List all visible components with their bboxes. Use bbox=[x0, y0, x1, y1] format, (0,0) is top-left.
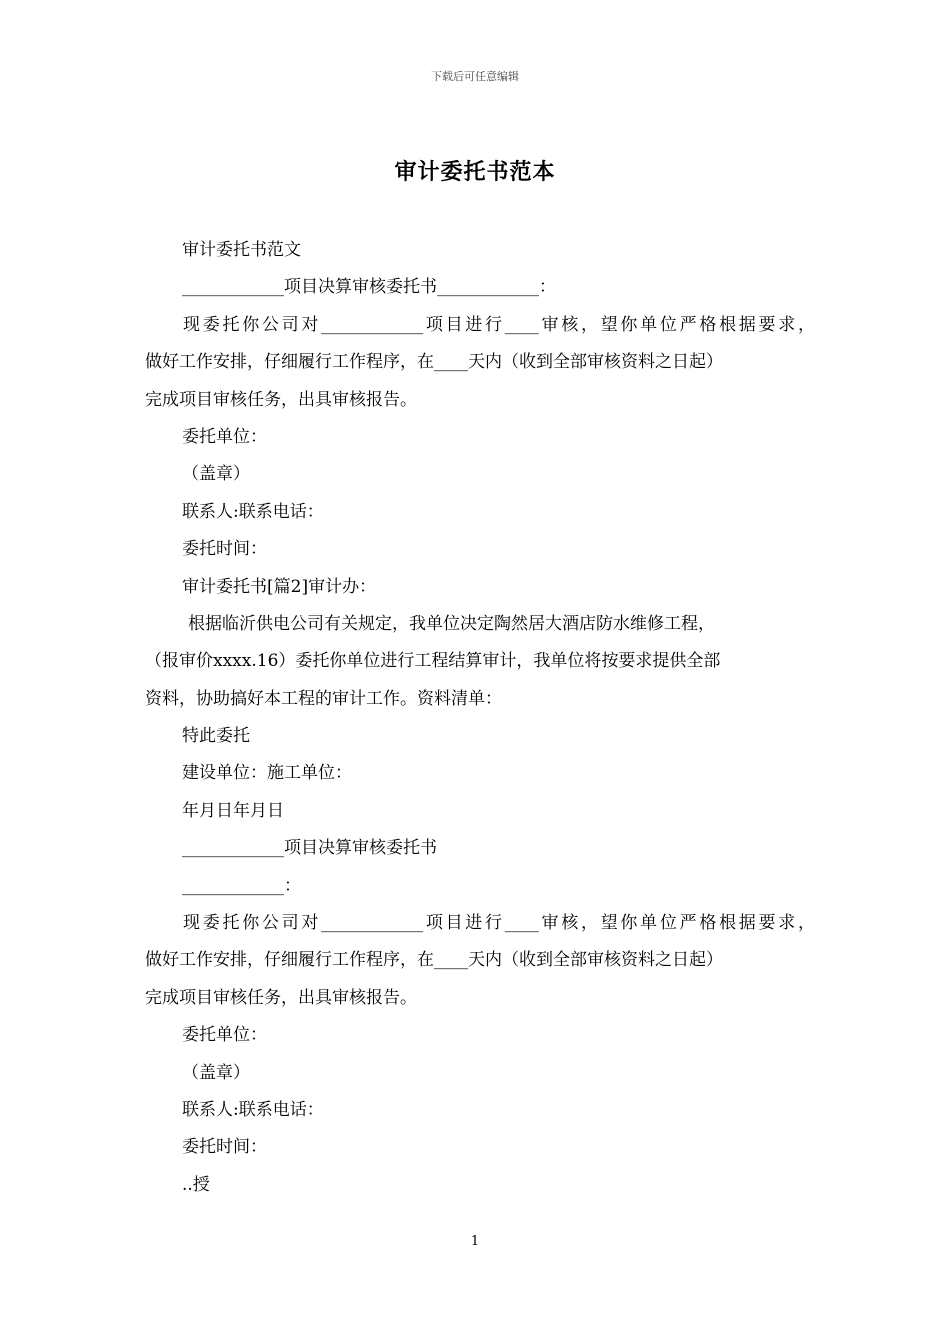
paragraph-line: 完成项目审核任务，出具审核报告。 bbox=[145, 389, 417, 410]
paragraph-line: 完成项目审核任务，出具审核报告。 bbox=[145, 987, 417, 1008]
paragraph-line: 年月日年月日 bbox=[182, 800, 284, 821]
document-body bbox=[145, 232, 815, 1204]
paragraph-line: 资料，协助搞好本工程的审计工作。资料清单： bbox=[145, 688, 502, 709]
paragraph-line: 联系人:联系电话： bbox=[182, 501, 324, 522]
paragraph-line: 特此委托 bbox=[182, 726, 250, 747]
paragraph-line: 建设单位：施工单位： bbox=[182, 763, 352, 784]
paragraph-line: 根据临沂供电公司有关规定，我单位决定陶然居大酒店防水维修工程， bbox=[188, 613, 715, 634]
paragraph-line: ____________项目决算审核委托书____________： bbox=[182, 277, 556, 298]
paragraph-line: 委托时间： bbox=[182, 1137, 267, 1158]
paragraph-line: ____________项目决算审核委托书 bbox=[182, 838, 437, 859]
paragraph-line: 做好工作安排，仔细履行工作程序，在____天内（收到全部审核资料之日起） bbox=[145, 950, 723, 971]
document-title: 审计委托书范本 bbox=[394, 159, 556, 185]
paragraph-line: 做好工作安排，仔细履行工作程序，在____天内（收到全部审核资料之日起） bbox=[145, 352, 723, 373]
paragraph-line: 审计委托书范文 bbox=[182, 240, 301, 260]
paragraph-line: 审计委托书[篇2]审计办： bbox=[182, 576, 377, 597]
paragraph-line: （盖章） bbox=[182, 464, 250, 485]
paragraph-line: 联系人:联系电话： bbox=[182, 1099, 324, 1120]
paragraph-line: 委托单位： bbox=[182, 1025, 267, 1046]
paragraph-line: 现委托你公司对____________项目进行____审核，望你单位严格根据要求， bbox=[183, 314, 815, 335]
paragraph-line: 委托时间： bbox=[182, 539, 267, 560]
paragraph-line: ..授 bbox=[182, 1174, 210, 1195]
paragraph-line: （报审价xxxx.16）委托你单位进行工程结算审计，我单位将按要求提供全部 bbox=[145, 651, 721, 672]
page-number: 1 bbox=[470, 1234, 480, 1249]
paragraph-line: 委托单位： bbox=[182, 426, 267, 447]
paragraph-line: （盖章） bbox=[182, 1062, 250, 1083]
page-header: 下载后可任意编辑 bbox=[431, 70, 519, 83]
paragraph-line: ____________： bbox=[182, 875, 301, 896]
paragraph-line: 现委托你公司对____________项目进行____审核，望你单位严格根据要求， bbox=[183, 913, 815, 934]
